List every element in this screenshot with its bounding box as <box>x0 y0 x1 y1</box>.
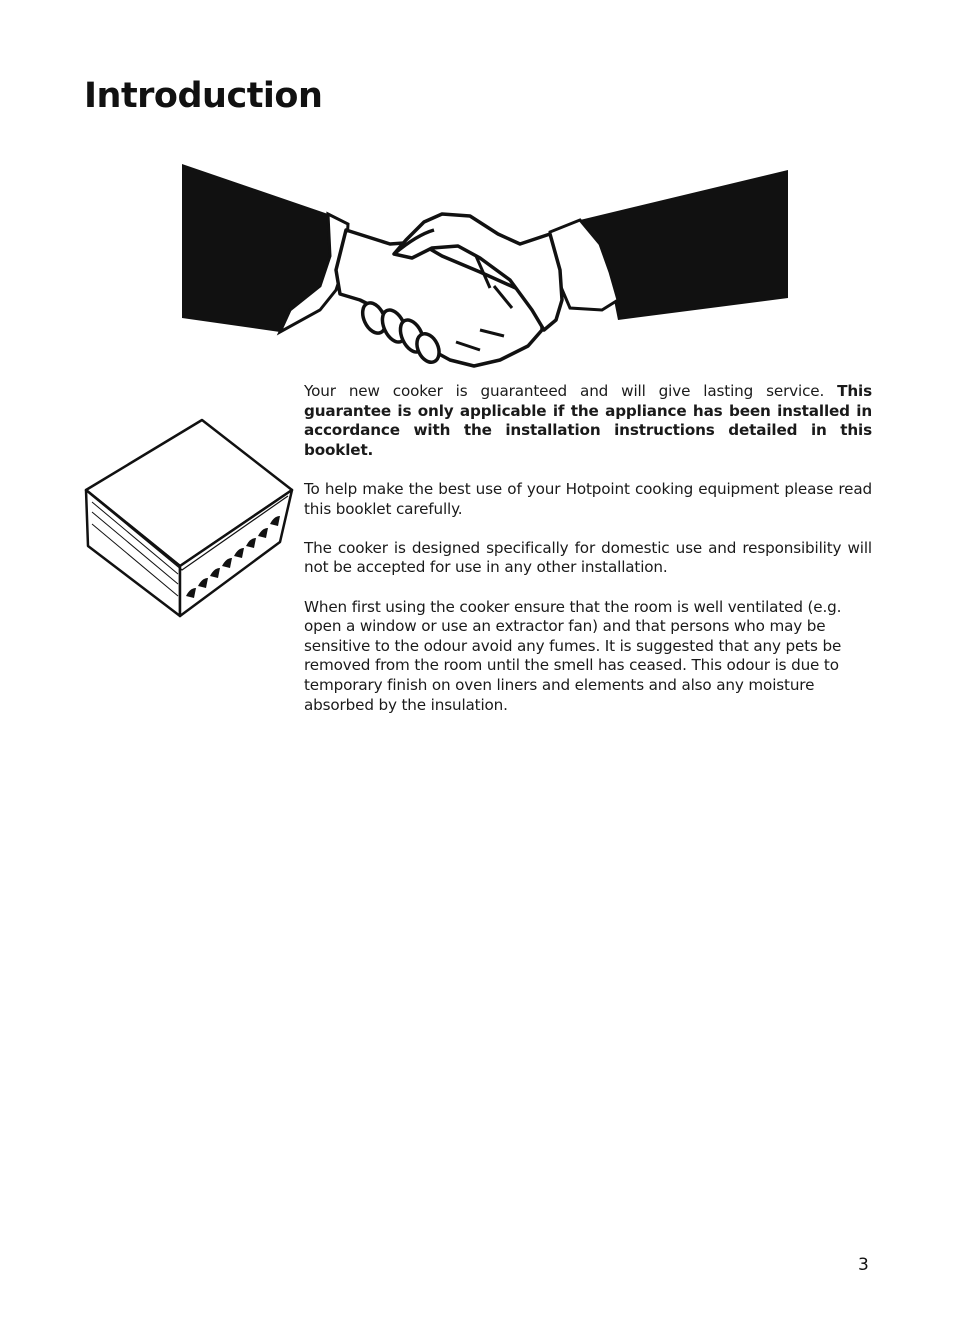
paragraph-read-booklet: To help make the best use of your Hotpoint cooking equipment please read this booklet carefully. <box>304 479 872 518</box>
book-icon <box>80 416 298 622</box>
page-title: Introduction <box>84 76 323 116</box>
paragraph-first-use: When first using the cooker ensure that the room is well ventilated (e.g. open a window or use an extractor fan) and that persons who may be sensitive to the odour avoid any fumes. It is suggested that any pets be removed from the room until the smell has ceased. This odour is due to temporary finish on oven liners and elements and also any moisture absorbed by the insulation. <box>304 597 842 714</box>
guarantee-text: Your new cooker is guaranteed and will give lasting service. <box>304 382 838 400</box>
paragraph-guarantee <box>304 382 872 460</box>
guarantee-condition: This guarantee is only applicable if the appliance has been installed in accordance with the installation instructions detailed in this booklet. <box>304 382 872 459</box>
handshake-icon <box>180 160 792 375</box>
page-number: 3 <box>858 1255 869 1275</box>
paragraph-domestic-use: The cooker is designed specifically for domestic use and responsibility will not be accepted for use in any other installation. <box>304 538 872 577</box>
intro-text <box>304 382 872 735</box>
